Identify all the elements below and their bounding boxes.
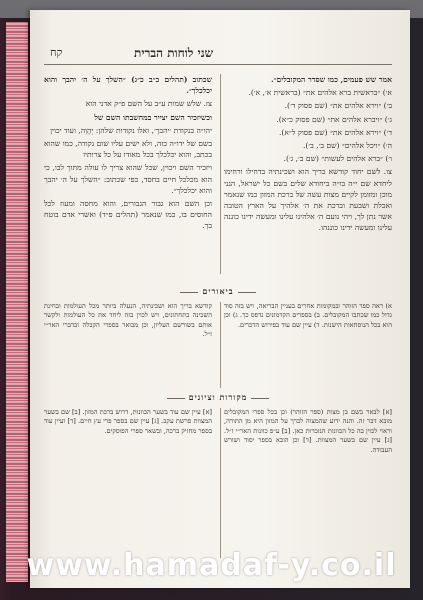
- page-edge: [6, 22, 28, 582]
- section-heading-label: מקורות וציונים: [188, 392, 248, 402]
- book-page: [30, 10, 410, 588]
- paragraph: וכשיזכיר השם יצייר במחשבתו השם של: [94, 112, 212, 122]
- paragraph: שכתוב (תהלים כ״ב כ״ג) ״השלך על ה׳ יהבך והוא יכלכלך״.: [44, 75, 212, 96]
- sources-right: [א] לבאר בשם בן מצות (ספר הזוהר) וכן בכל ספרי המקובלים מובא דבר זה. והנה ידוע שהמצוה לברך על המזון היא מן התורה, וראוי לכוין בה כל הכוונות הנזכרות כאן. [ב] ע״פ כוונות האר״י ז״ל. [ג] עיין שם בשער המצוות. [ד] וכן הובא בספר יסוד ושורש העבודה.: [224, 408, 392, 454]
- paragraph: אמר שש פעמים, כמו שסדר המקובלים״.: [271, 75, 392, 84]
- paragraph: ד׳) ״וירא אלהים את״ (שם פסוק ל״א).: [279, 127, 392, 137]
- paragraph: וכן השם הוא גבור הגבורים, והוא מחסה ומעוז לכל החוסים בו, כמו שנאמר (תהלים פ״ד) ואשרי אדם בוטח בך.: [44, 199, 212, 231]
- notes-right: א) ראה ספר הזוהר ובמקומות אחרים בעניין הבריאה, ויש בזה סוד גדול כמו שכתבו המקובלים. ב) בספרים הקדמונים נדפס כך. ג) וכן הוא בכל הנוסחאות הישנות. ד) עיין שם עוד בפירוש הדברים.: [224, 302, 392, 329]
- column-divider: [220, 74, 221, 274]
- paragraph: ויזכיר השם ויכוין, שכל שהוא צריך לו עולה מתוך לבו, כי הוא מכלכל חיים בחסד, כפי שכתוב: ״השלך על ה׳ יהבך והוא יכלכלך״.: [44, 163, 212, 195]
- paragraph: בשם של ידו״ה כזה, ולא ישים עליו שום נקודה, כמו שהוא בכתב, והוא יכלכלך בכל מאודו על כל צרותיו: [44, 139, 212, 160]
- paragraph: ה׳) ״ויכל אלהים״ (שם ב׳, ב׳).: [302, 141, 392, 151]
- paragraph: צז. שלש שמות ע״ב על השם פ״ק אדני הוא: [85, 99, 212, 109]
- column-divider: [220, 408, 221, 558]
- section-heading-notes: [44, 286, 392, 296]
- notes-left: קודשא בריך הוא ושכינתיה, הנעלה ביותר מכל העולמות ובחינת השכינה בתחתונים, ויש לכוין בזה ליחד את כל העולמות ולקשר אותם בשורשם העליון, וכן מבואר בספרי הקבלה ובדברי האר״י ז״ל.: [44, 302, 212, 339]
- paragraph: ב׳) ״וירא אלהים את״ (שם פסוק ד׳).: [284, 101, 392, 111]
- running-title: שני לוחות הברית: [134, 46, 214, 60]
- main-text-left-column: [44, 74, 212, 234]
- sources-left: [א] עיין שם עוד בשער הכוונות, דרוש ברכת המזון. [ב] שם בשער המצוות פרשת עקב. [ג] עיין שם בספר פרי עץ חיים. [ד] ועיין עוד בספר מחזיק ברכה, ובשאר ספרי הפוסקים.: [44, 408, 212, 435]
- column-divider: [220, 302, 221, 388]
- page-header: [44, 44, 392, 65]
- paragraph: ג׳) ״ויברא אלהים את״ (שם פסוק כ״א).: [276, 114, 392, 124]
- section-heading-sources: [44, 392, 392, 402]
- page-number: קח: [50, 46, 63, 59]
- section-heading-label: ביאורים: [202, 286, 234, 296]
- main-text-right-column: [224, 74, 392, 236]
- paragraph: ו׳) ״ברא אלהים לעשות״ (שם ב׳, ג׳).: [283, 154, 392, 164]
- website-watermark: www.hamadaf-y.co.il: [26, 548, 397, 583]
- paragraph: יהו״ה בנקודת ׳יהבך׳, ואלו נקודות שלהן: יְהָוְה, ועוד יכוין: [50, 125, 212, 135]
- paragraph: א׳) ״בראשית ברא אלהים את״ (בראשית א׳, א׳).: [248, 88, 392, 98]
- paragraph: צו. לשם יחוד קודשא בריך הוא ושכינתיה בדחילו ורחימו ליחדא שם י״ה בו״ה ביחודא שלים בשם כל ישראל, הנני מוכן ומזומן לקיים מצות עשה של ברכת המזון כמו שנאמר ואכלת ושבעת וברכת את ה׳ אלהיך על הארץ הטובה אשר נתן לך, ויהי נועם ה׳ אלהינו עלינו ומעשה ידינו כוננה עלינו ומעשה ידינו כוננהו.: [224, 167, 392, 233]
